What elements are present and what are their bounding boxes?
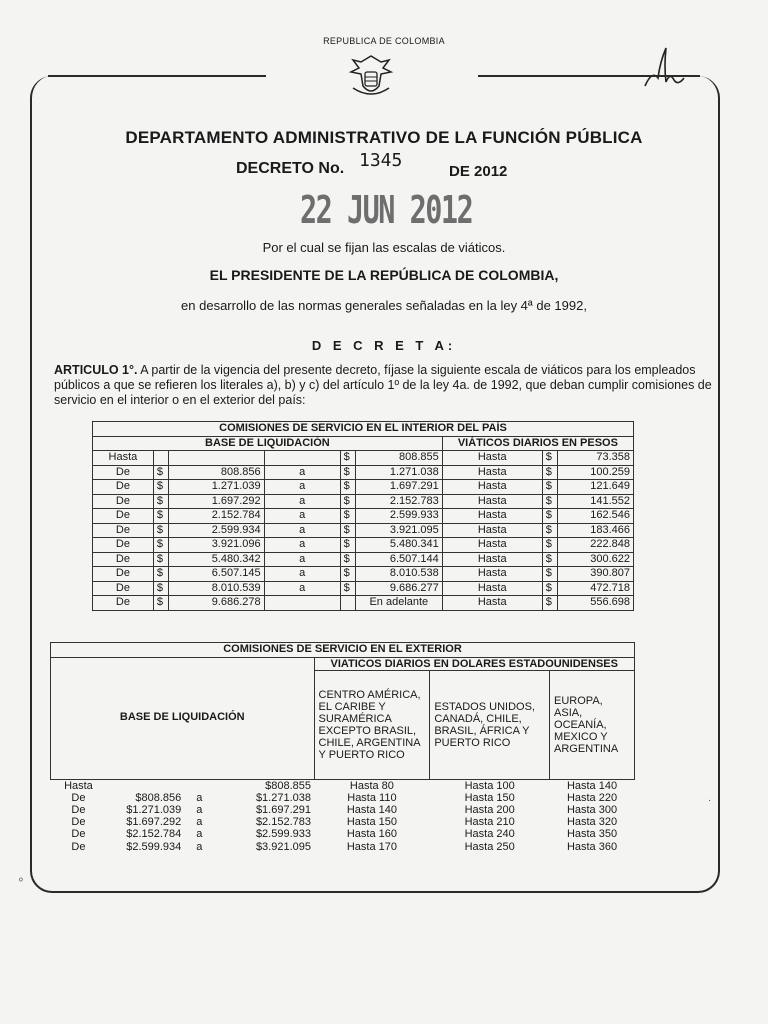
region-2-amount: Hasta 240 — [464, 828, 515, 841]
region-1-amount: Hasta 160 — [346, 828, 397, 841]
currency-symbol: $ — [153, 596, 168, 611]
limit-label: Hasta — [442, 523, 542, 538]
row-prefix: Hasta — [64, 779, 93, 792]
range-to: $3.921.095 — [255, 840, 311, 853]
range-from: $1.271.039 — [126, 803, 182, 816]
currency-symbol: $ — [542, 581, 557, 596]
interior-base-header: BASE DE LIQUIDACIÓN — [93, 436, 443, 451]
row-prefix: De — [93, 596, 154, 611]
date-stamp: 22 JUN 2012 — [300, 188, 473, 232]
president-heading: EL PRESIDENTE DE LA REPÚBLICA DE COLOMBIA, — [209, 267, 559, 283]
currency-symbol: $ — [542, 567, 557, 582]
exterior-table-body — [51, 779, 635, 853]
limit-label: Hasta — [442, 509, 542, 524]
region-3-amount: Hasta 320 — [566, 816, 618, 829]
row-prefix: De — [93, 523, 154, 538]
row-prefix: De — [71, 803, 86, 816]
table-row — [93, 480, 634, 495]
currency-symbol: $ — [340, 465, 355, 480]
range-from: 9.686.278 — [169, 596, 265, 611]
row-prefix: De — [71, 840, 86, 853]
region-1-amount: Hasta 110 — [347, 791, 397, 804]
per-diem-amount: 390.807 — [557, 567, 633, 582]
limit-label: Hasta — [442, 581, 542, 596]
region-3-amount: Hasta 300 — [566, 803, 618, 816]
per-diem-amount: 222.848 — [557, 538, 633, 553]
table-row — [51, 841, 635, 853]
range-from: 8.010.539 — [169, 581, 265, 596]
currency-symbol: $ — [340, 523, 355, 538]
range-to: $808.855 — [265, 779, 311, 792]
range-separator: a — [196, 816, 203, 829]
per-diem-amount: 141.552 — [557, 494, 633, 509]
range-separator: a — [196, 840, 203, 853]
region-2-amount: Hasta 250 — [464, 840, 515, 853]
interior-table — [92, 421, 634, 611]
limit-label: Hasta — [442, 480, 542, 495]
currency-symbol: $ — [340, 567, 355, 582]
row-prefix: Hasta — [93, 451, 154, 466]
range-from: 2.152.784 — [169, 509, 265, 524]
currency-symbol: $ — [340, 480, 355, 495]
limit-label: Hasta — [442, 552, 542, 567]
range-to: $1.697.291 — [255, 803, 311, 816]
exterior-base-header: BASE DE LIQUIDACIÓN — [51, 657, 315, 779]
range-separator: a — [264, 494, 340, 509]
table-row — [93, 451, 634, 466]
range-from: $1.697.292 — [126, 816, 182, 829]
decree-year: DE 2012 — [449, 163, 508, 180]
currency-symbol — [153, 451, 168, 466]
row-prefix: De — [93, 567, 154, 582]
currency-symbol: $ — [542, 523, 557, 538]
range-to: $2.152.783 — [255, 816, 311, 829]
table-row — [93, 538, 634, 553]
range-separator: a — [264, 523, 340, 538]
range-from: $2.152.784 — [126, 828, 182, 841]
table-row — [93, 523, 634, 538]
range-from: 1.697.292 — [169, 494, 265, 509]
per-diem-amount: 300.622 — [557, 552, 633, 567]
region-1-header: CENTRO AMÉRICA, EL CARIBE Y SURAMÉRICA EXCEPTO BRASIL, CHILE, ARGENTINA Y PUERTO RICO — [314, 670, 430, 779]
range-separator — [184, 779, 214, 792]
development-text: en desarrollo de las normas generales señaladas en la ley 4ª de 1992, — [181, 298, 587, 313]
department-title: DEPARTAMENTO ADMINISTRATIVO DE LA FUNCIÓN PÚBLICA — [125, 128, 643, 147]
range-from: 2.599.934 — [169, 523, 265, 538]
range-from: 808.856 — [169, 465, 265, 480]
range-separator — [264, 596, 340, 611]
region-3-amount: Hasta 350 — [566, 828, 618, 841]
range-from: 6.507.145 — [169, 567, 265, 582]
range-separator: a — [196, 791, 203, 804]
range-separator — [264, 451, 340, 466]
table-row — [93, 465, 634, 480]
range-to: $1.271.038 — [255, 791, 311, 804]
per-diem-amount: 73.358 — [557, 451, 633, 466]
range-from: $808.856 — [135, 791, 182, 804]
per-diem-amount: 121.649 — [557, 480, 633, 495]
limit-label: Hasta — [442, 465, 542, 480]
exterior-viaticos-header: VIATICOS DIARIOS EN DOLARES ESTADOUNIDENSES — [314, 657, 635, 670]
currency-symbol: $ — [153, 509, 168, 524]
range-separator: a — [196, 803, 203, 816]
exterior-title: COMISIONES DE SERVICIO EN EL EXTERIOR — [51, 643, 635, 658]
currency-symbol: $ — [153, 523, 168, 538]
range-separator: a — [264, 552, 340, 567]
per-diem-amount: 183.466 — [557, 523, 633, 538]
decree-label: DECRETO No. — [236, 160, 345, 177]
region-1-amount: Hasta 80 — [349, 779, 394, 792]
table-row — [93, 596, 634, 611]
range-separator: a — [264, 465, 340, 480]
region-2-amount: Hasta 150 — [464, 791, 515, 804]
currency-symbol: $ — [153, 480, 168, 495]
decreta-heading: D E C R E T A: — [311, 338, 457, 353]
currency-symbol: $ — [542, 596, 557, 611]
region-2-amount: Hasta 210 — [464, 816, 515, 829]
row-prefix: De — [93, 538, 154, 553]
pen-mark: ⸰ — [18, 875, 24, 886]
currency-symbol: $ — [340, 538, 355, 553]
range-from: 5.480.342 — [169, 552, 265, 567]
currency-symbol: $ — [153, 581, 168, 596]
table-row — [93, 581, 634, 596]
range-from: $2.599.934 — [126, 840, 182, 853]
range-to: 1.697.291 — [355, 480, 442, 495]
range-separator: a — [264, 509, 340, 524]
country-header: REPUBLICA DE COLOMBIA — [323, 36, 445, 46]
table-row — [93, 509, 634, 524]
region-3-amount: Hasta 360 — [566, 840, 618, 853]
range-to: 8.010.538 — [355, 567, 442, 582]
exterior-table — [50, 642, 635, 853]
region-1-amount: Hasta 150 — [346, 816, 397, 829]
range-to: 2.599.933 — [355, 509, 442, 524]
range-to: 1.271.038 — [355, 465, 442, 480]
range-to: 808.855 — [355, 451, 442, 466]
row-prefix: De — [93, 552, 154, 567]
currency-symbol: $ — [153, 465, 168, 480]
table-row — [93, 567, 634, 582]
purpose-text: Por el cual se fijan las escalas de viáticos. — [262, 240, 506, 255]
range-separator: a — [264, 567, 340, 582]
range-to: En adelante — [355, 596, 442, 611]
limit-label: Hasta — [442, 567, 542, 582]
range-to: 6.507.144 — [355, 552, 442, 567]
table-row — [51, 779, 635, 792]
region-3-amount: Hasta 140 — [566, 779, 618, 792]
table-row — [93, 552, 634, 567]
limit-label: Hasta — [442, 596, 542, 611]
table-row — [51, 816, 635, 828]
limit-label: Hasta — [442, 494, 542, 509]
row-prefix: De — [93, 480, 154, 495]
article-text: A partir de la vigencia del presente decreto, fíjase la siguiente escala de viáticos para los empleados públicos a que se refieren los literales a), b) y c) del artículo 1º de la ley 4a. de 1992, que deban cumplir comisiones de servicio en el interior o en el exterior del país: — [54, 363, 712, 407]
currency-symbol: $ — [340, 451, 355, 466]
currency-symbol — [340, 596, 355, 611]
region-2-amount: Hasta 100 — [464, 779, 515, 792]
row-prefix: De — [71, 828, 86, 841]
range-from: 1.271.039 — [169, 480, 265, 495]
range-from: 3.921.096 — [169, 538, 265, 553]
range-from — [169, 451, 265, 466]
per-diem-amount: 100.259 — [557, 465, 633, 480]
pen-mark: · — [708, 795, 712, 806]
range-to: 9.686.277 — [355, 581, 442, 596]
currency-symbol: $ — [542, 538, 557, 553]
row-prefix: De — [93, 465, 154, 480]
range-separator: a — [196, 828, 203, 841]
currency-symbol: $ — [340, 494, 355, 509]
currency-symbol: $ — [153, 494, 168, 509]
currency-symbol: $ — [542, 494, 557, 509]
row-prefix: De — [93, 494, 154, 509]
region-2-amount: Hasta 200 — [464, 803, 515, 816]
table-row — [51, 792, 635, 804]
decree-number: 1345 — [359, 150, 403, 171]
interior-table-body — [93, 451, 634, 611]
currency-symbol: $ — [542, 509, 557, 524]
row-prefix: De — [93, 581, 154, 596]
region-3-header: EUROPA, ASIA, OCEANÍA, MEXICO Y ARGENTINA — [550, 670, 635, 779]
currency-symbol: $ — [153, 567, 168, 582]
per-diem-amount: 472.718 — [557, 581, 633, 596]
currency-symbol: $ — [542, 480, 557, 495]
currency-symbol: $ — [340, 581, 355, 596]
row-prefix: De — [71, 791, 86, 804]
table-row — [51, 804, 635, 816]
interior-title: COMISIONES DE SERVICIO EN EL INTERIOR DEL PAÍS — [93, 422, 634, 437]
range-from — [106, 779, 184, 792]
per-diem-amount: 556.698 — [557, 596, 633, 611]
range-separator: a — [264, 538, 340, 553]
currency-symbol: $ — [542, 465, 557, 480]
range-to: 5.480.341 — [355, 538, 442, 553]
currency-symbol: $ — [153, 552, 168, 567]
currency-symbol: $ — [542, 552, 557, 567]
interior-viaticos-header: VIÁTICOS DIARIOS EN PESOS — [442, 436, 633, 451]
region-2-header: ESTADOS UNIDOS, CANADÁ, CHILE, BRASIL, ÁFRICA Y PUERTO RICO — [430, 670, 550, 779]
region-1-amount: Hasta 140 — [346, 803, 397, 816]
table-row — [51, 828, 635, 840]
currency-symbol: $ — [542, 451, 557, 466]
region-1-amount: Hasta 170 — [346, 840, 397, 853]
article-1 — [54, 363, 716, 408]
limit-label: Hasta — [442, 538, 542, 553]
range-to: 2.152.783 — [355, 494, 442, 509]
currency-symbol: $ — [340, 552, 355, 567]
range-to: $2.599.933 — [255, 828, 311, 841]
article-label: ARTICULO 1°. — [54, 363, 138, 377]
currency-symbol: $ — [153, 538, 168, 553]
table-row — [93, 494, 634, 509]
row-prefix: De — [71, 816, 86, 829]
currency-symbol: $ — [340, 509, 355, 524]
limit-label: Hasta — [442, 451, 542, 466]
row-prefix: De — [93, 509, 154, 524]
range-separator: a — [264, 480, 340, 495]
range-to: 3.921.095 — [355, 523, 442, 538]
range-separator: a — [264, 581, 340, 596]
per-diem-amount: 162.546 — [557, 509, 633, 524]
region-3-amount: Hasta 220 — [566, 791, 618, 804]
